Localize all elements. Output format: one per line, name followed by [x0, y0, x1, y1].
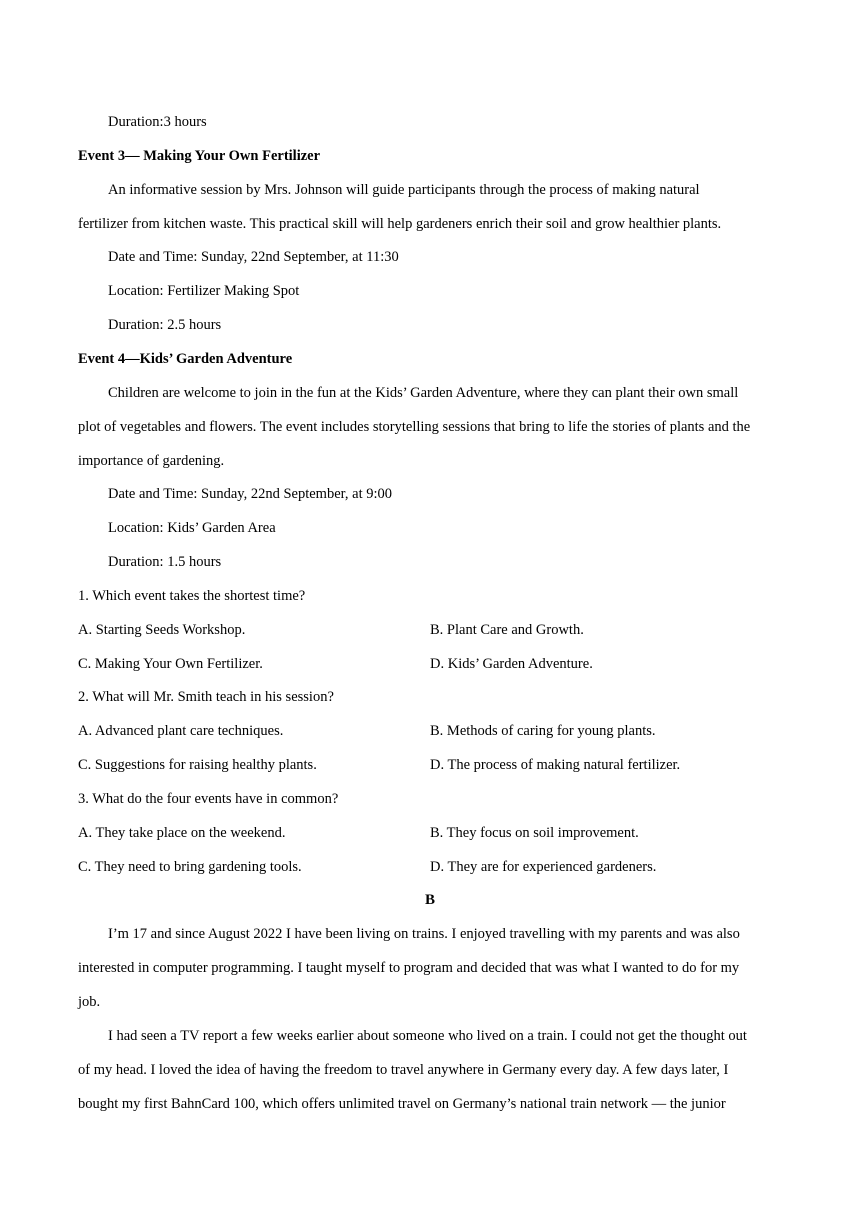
- answer-option: B. Plant Care and Growth.: [430, 622, 584, 638]
- passage-line: I had seen a TV report a few weeks earlier about someone who lived on a train. I could not get the thought out: [108, 1028, 747, 1044]
- answer-option: B. They focus on soil improvement.: [430, 825, 639, 841]
- question-stem: 1. Which event takes the shortest time?: [78, 588, 306, 604]
- event2-duration: Duration:3 hours: [108, 114, 207, 130]
- answer-option: C. Suggestions for raising healthy plants.: [78, 757, 317, 773]
- event4-description-line: Children are welcome to join in the fun at the Kids’ Garden Adventure, where they can plant their own small: [108, 385, 739, 401]
- section-heading: B: [424, 892, 435, 908]
- event4-heading: Event 4—Kids’ Garden Adventure: [78, 351, 293, 367]
- answer-option: C. Making Your Own Fertilizer.: [78, 656, 263, 672]
- answer-option: D. They are for experienced gardeners.: [430, 859, 657, 875]
- question-stem: 3. What do the four events have in common?: [78, 791, 339, 807]
- answer-option: D. The process of making natural fertilizer.: [430, 757, 681, 773]
- event4-date: Date and Time: Sunday, 22nd September, at 9:00: [108, 486, 393, 502]
- answer-option: A. Starting Seeds Workshop.: [78, 622, 246, 638]
- answer-option: A. They take place on the weekend.: [78, 825, 286, 841]
- event4-description-line: importance of gardening.: [78, 453, 225, 469]
- event3-description-line: fertilizer from kitchen waste. This practical skill will help gardeners enrich their soil and grow healthier plants.: [78, 216, 722, 232]
- event4-duration: Duration: 1.5 hours: [108, 554, 222, 570]
- answer-option: A. Advanced plant care techniques.: [78, 723, 284, 739]
- event4-description-line: plot of vegetables and flowers. The event includes storytelling sessions that bring to life the stories of plants and the: [78, 419, 751, 435]
- passage-line: I’m 17 and since August 2022 I have been living on trains. I enjoyed travelling with my parents and was also: [108, 926, 740, 942]
- passage-line: bought my first BahnCard 100, which offers unlimited travel on Germany’s national train network — the junior: [78, 1096, 726, 1112]
- event3-heading: Event 3— Making Your Own Fertilizer: [78, 148, 321, 164]
- event3-location: Location: Fertilizer Making Spot: [108, 283, 300, 299]
- passage-line: of my head. I loved the idea of having the freedom to travel anywhere in Germany every day. A few days later, I: [78, 1062, 729, 1078]
- answer-option: B. Methods of caring for young plants.: [430, 723, 656, 739]
- answer-option: D. Kids’ Garden Adventure.: [430, 656, 593, 672]
- answer-option: C. They need to bring gardening tools.: [78, 859, 302, 875]
- event3-duration: Duration: 2.5 hours: [108, 317, 222, 333]
- event3-description-line: An informative session by Mrs. Johnson will guide participants through the process of making natural: [108, 182, 700, 198]
- passage-line: job.: [78, 994, 101, 1010]
- question-stem: 2. What will Mr. Smith teach in his session?: [78, 689, 334, 705]
- event3-date: Date and Time: Sunday, 22nd September, at 11:30: [108, 249, 399, 265]
- passage-line: interested in computer programming. I taught myself to program and decided that was what I wanted to do for my: [78, 960, 740, 976]
- event4-location: Location: Kids’ Garden Area: [108, 520, 276, 536]
